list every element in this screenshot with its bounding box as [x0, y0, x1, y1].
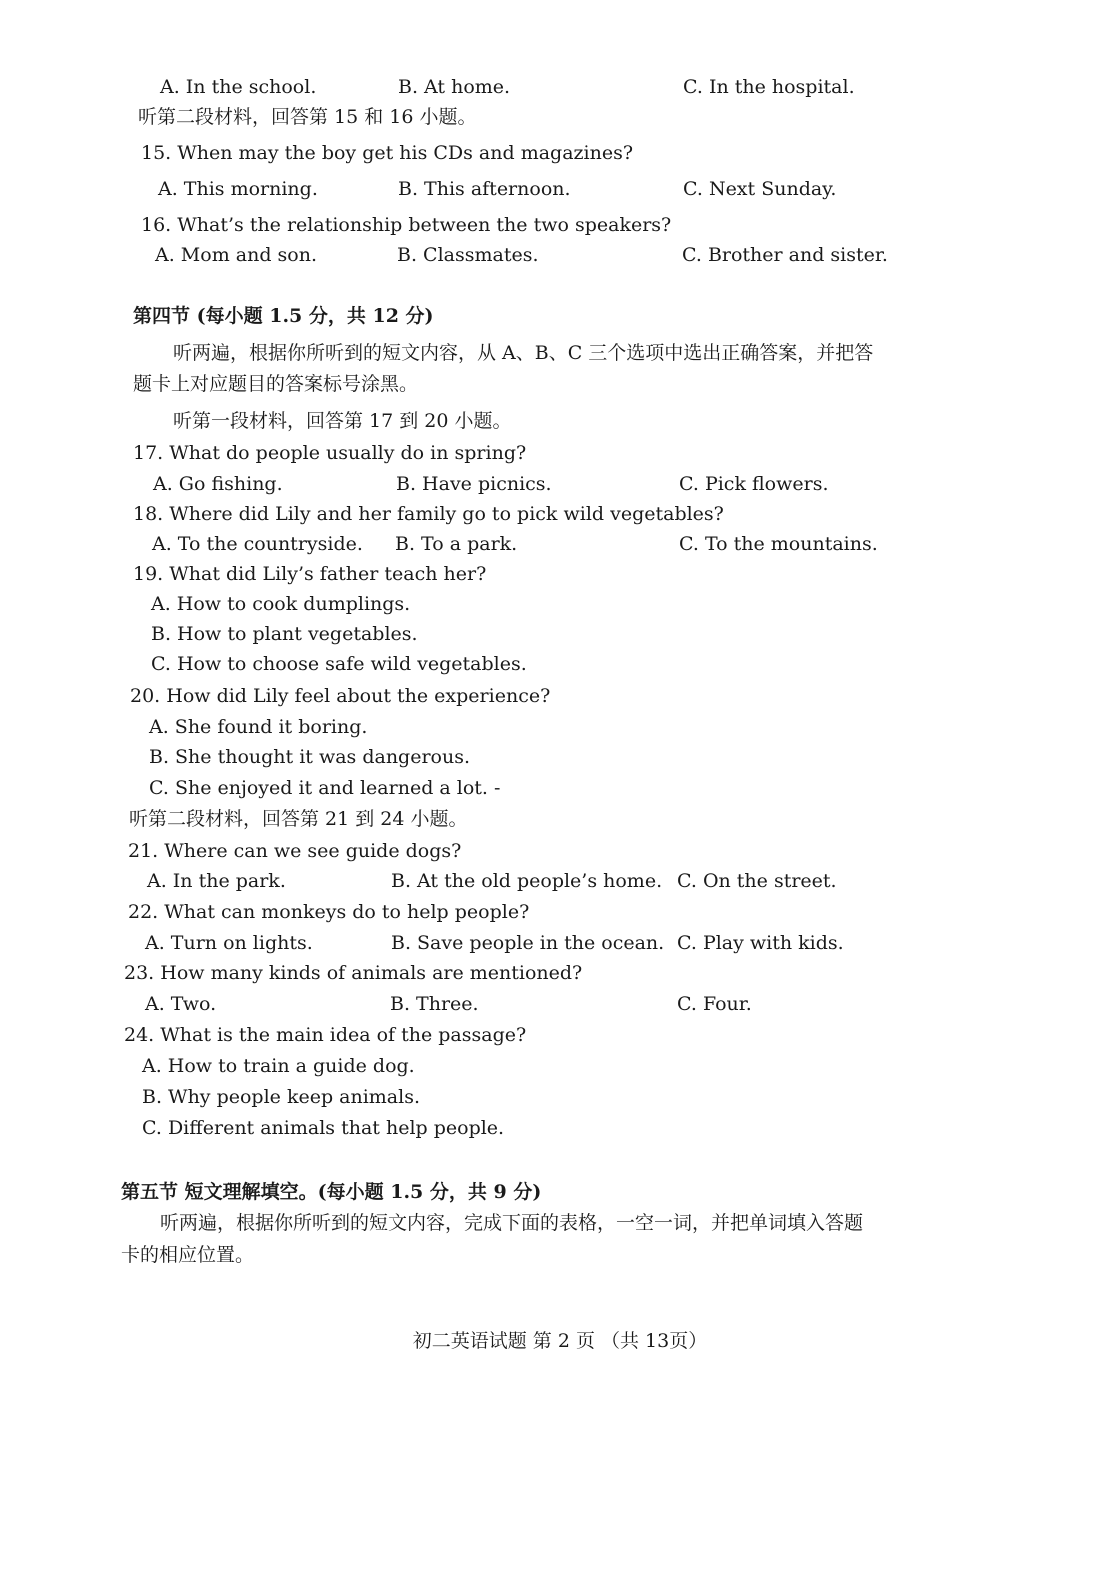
q16-options	[0, 240, 1120, 270]
section5-instruction-1: 听两遍，根据你所听到的短文内容，完成下面的表格，一空一词，并把单词填入答题	[160, 1212, 864, 1234]
option-b: B. At home.	[398, 76, 511, 98]
option-a: A. Turn on lights.	[145, 932, 313, 954]
q18-question: 18. Where did Lily and her family go to pick wild vegetables?	[133, 503, 724, 525]
option-b: B. Three.	[390, 993, 479, 1015]
option-c: C. In the hospital.	[683, 76, 855, 98]
section4-instruction-2: 题卡上对应题目的答案标号涂黑。	[133, 373, 419, 395]
section4-title: 第四节 (每小题 1.5 分，共 12 分)	[133, 305, 434, 327]
q21-options	[0, 866, 1120, 896]
q19-question: 19. What did Lily’s father teach her?	[133, 563, 487, 585]
option-a: A. To the countryside.	[152, 533, 363, 555]
page-footer: 初二英语试题 第 2 页 （共 13页）	[412, 1330, 708, 1352]
q15-options	[0, 174, 1120, 204]
option-a: A. Two.	[145, 993, 217, 1015]
q20-question: 20. How did Lily feel about the experience?	[130, 685, 551, 707]
q24-option-b: B. Why people keep animals.	[142, 1086, 421, 1108]
q17-question: 17. What do people usually do in spring?	[133, 442, 527, 464]
part3-material2-instruction: 听第二段材料，回答第 15 和 16 小题。	[138, 106, 477, 128]
section4-material2: 听第二段材料，回答第 21 到 24 小题。	[129, 808, 468, 830]
q15-question: 15. When may the boy get his CDs and magazines?	[141, 142, 634, 164]
option-b: B. Have picnics.	[396, 473, 552, 495]
section4-instruction-1: 听两遍，根据你所听到的短文内容，从 A、B、C 三个选项中选出正确答案，并把答	[173, 342, 874, 364]
option-b: B. This afternoon.	[398, 178, 571, 200]
q22-question: 22. What can monkeys do to help people?	[128, 901, 530, 923]
q21-question: 21. Where can we see guide dogs?	[128, 840, 462, 862]
option-b: B. To a park.	[395, 533, 518, 555]
q14-options	[0, 72, 1120, 102]
option-c: C. To the mountains.	[679, 533, 878, 555]
q19-option-a: A. How to cook dumplings.	[151, 593, 411, 615]
option-c: C. Play with kids.	[677, 932, 844, 954]
q24-option-a: A. How to train a guide dog.	[142, 1055, 415, 1077]
option-c: C. Four.	[677, 993, 752, 1015]
option-a: A. Mom and son.	[155, 244, 317, 266]
q20-option-c: C. She enjoyed it and learned a lot. -	[149, 777, 501, 799]
option-b: B. Classmates.	[397, 244, 539, 266]
q23-question: 23. How many kinds of animals are mentioned?	[124, 962, 583, 984]
q24-option-c: C. Different animals that help people.	[142, 1117, 505, 1139]
q19-option-c: C. How to choose safe wild vegetables.	[151, 653, 527, 675]
option-a: A. This morning.	[158, 178, 318, 200]
q22-options	[0, 928, 1120, 958]
option-c: C. Next Sunday.	[683, 178, 837, 200]
section4-material1: 听第一段材料，回答第 17 到 20 小题。	[173, 410, 512, 432]
section5-title: 第五节 短文理解填空。(每小题 1.5 分，共 9 分)	[121, 1181, 542, 1203]
option-c: C. Pick flowers.	[679, 473, 829, 495]
option-a: A. In the school.	[160, 76, 317, 98]
q17-options	[0, 469, 1120, 499]
option-c: C. Brother and sister.	[682, 244, 888, 266]
q16-question: 16. What’s the relationship between the two speakers?	[141, 214, 672, 236]
q19-option-b: B. How to plant vegetables.	[151, 623, 418, 645]
option-a: A. In the park.	[147, 870, 286, 892]
q24-question: 24. What is the main idea of the passage?	[124, 1024, 527, 1046]
q20-option-b: B. She thought it was dangerous.	[149, 746, 471, 768]
option-b: B. At the old people’s home.	[391, 870, 663, 892]
q18-options	[0, 529, 1120, 559]
q20-option-a: A. She found it boring.	[149, 716, 368, 738]
option-c: C. On the street.	[677, 870, 837, 892]
option-b: B. Save people in the ocean.	[391, 932, 665, 954]
option-a: A. Go fishing.	[153, 473, 283, 495]
section5-instruction-2: 卡的相应位置。	[121, 1244, 255, 1266]
q23-options	[0, 989, 1120, 1019]
